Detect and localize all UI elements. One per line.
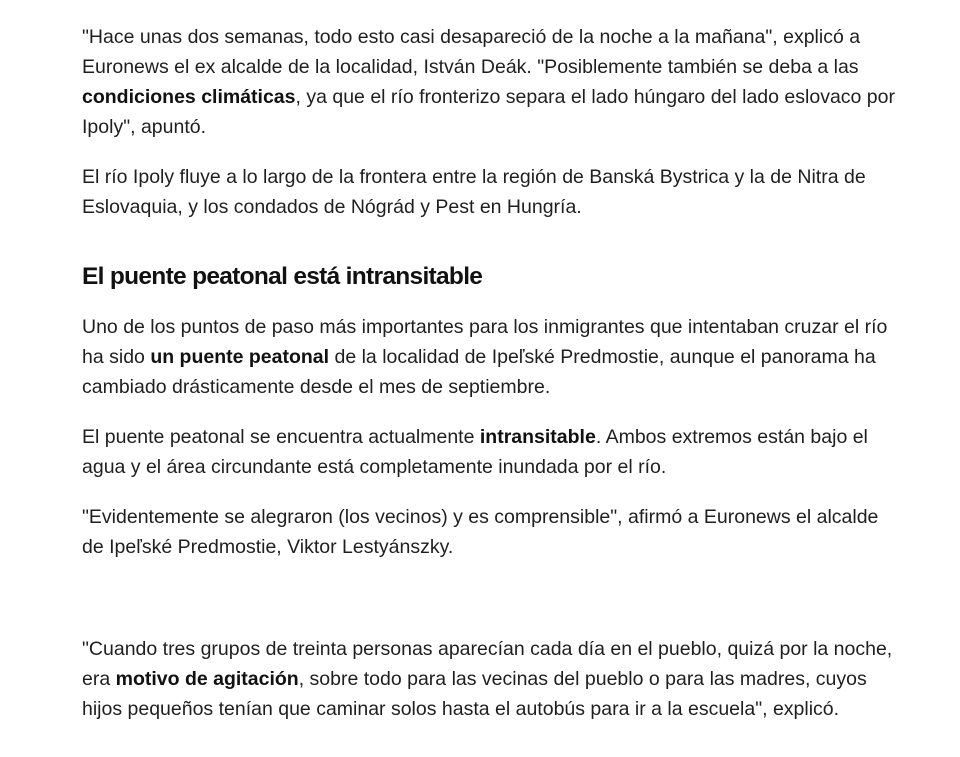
paragraph-text: Uno de los puntos de paso más importantes para los inmigrantes que intentaban cruzar el río ha sido bbox=[82, 316, 888, 368]
paragraph-text: de la localidad de Ipeľské Predmostie, aunque el panorama ha cambiado drásticamente desde el mes de septiembre. bbox=[82, 346, 876, 398]
paragraph-text: . Ambos extremos están bajo el agua y el área circundante está completamente inundada por el río. bbox=[82, 426, 868, 478]
paragraph-impassable bbox=[82, 422, 902, 482]
paragraph-text: , ya que el río fronterizo separa el lado húngaro del lado eslovaco por Ipoly", apuntó. bbox=[82, 86, 895, 138]
paragraph-ipoly-river bbox=[82, 162, 902, 222]
content-gap bbox=[82, 582, 902, 634]
paragraph-lestyanszky-quote bbox=[82, 502, 902, 562]
section-heading: El puente peatonal está intransitable bbox=[82, 263, 483, 290]
paragraph-text: "Cuando tres grupos de treinta personas aparecían cada día en el pueblo, quizá por la noche, era bbox=[82, 638, 893, 690]
paragraph-text: "Evidentemente se alegraron (los vecinos) y es comprensible", afirmó a Euronews el alcalde de Ipeľské Predmostie, Viktor Lestyánszky. bbox=[82, 506, 879, 558]
emphasis-impassable: intransitable bbox=[479, 426, 596, 448]
paragraph-text: El río Ipoly fluye a lo largo de la frontera entre la región de Banská Bystrica y la de Nitra de Eslovaquia, y los condados de Nógrád y Pest en Hungría. bbox=[82, 166, 866, 218]
emphasis-climate-conditions: condiciones climáticas bbox=[82, 86, 296, 108]
emphasis-footbridge: un puente peatonal bbox=[150, 346, 330, 368]
paragraph-text: "Hace unas dos semanas, todo esto casi desapareció de la noche a la mañana", explicó a Euronews el ex alcalde de la localidad, István Deák. "Posiblemente también se deba a las bbox=[82, 26, 861, 78]
paragraph-deak-quote bbox=[82, 22, 902, 142]
paragraph-text: , sobre todo para las vecinas del pueblo o para las madres, cuyos hijos pequeños tenían que caminar solos hasta el autobús para ir a la escuela", explicó. bbox=[82, 668, 867, 720]
paragraph-agitation-quote bbox=[82, 634, 902, 724]
paragraph-footbridge bbox=[82, 312, 902, 402]
article-body bbox=[82, 22, 902, 744]
emphasis-agitation: motivo de agitación bbox=[115, 668, 299, 690]
paragraph-text: El puente peatonal se encuentra actualmente bbox=[82, 426, 480, 448]
